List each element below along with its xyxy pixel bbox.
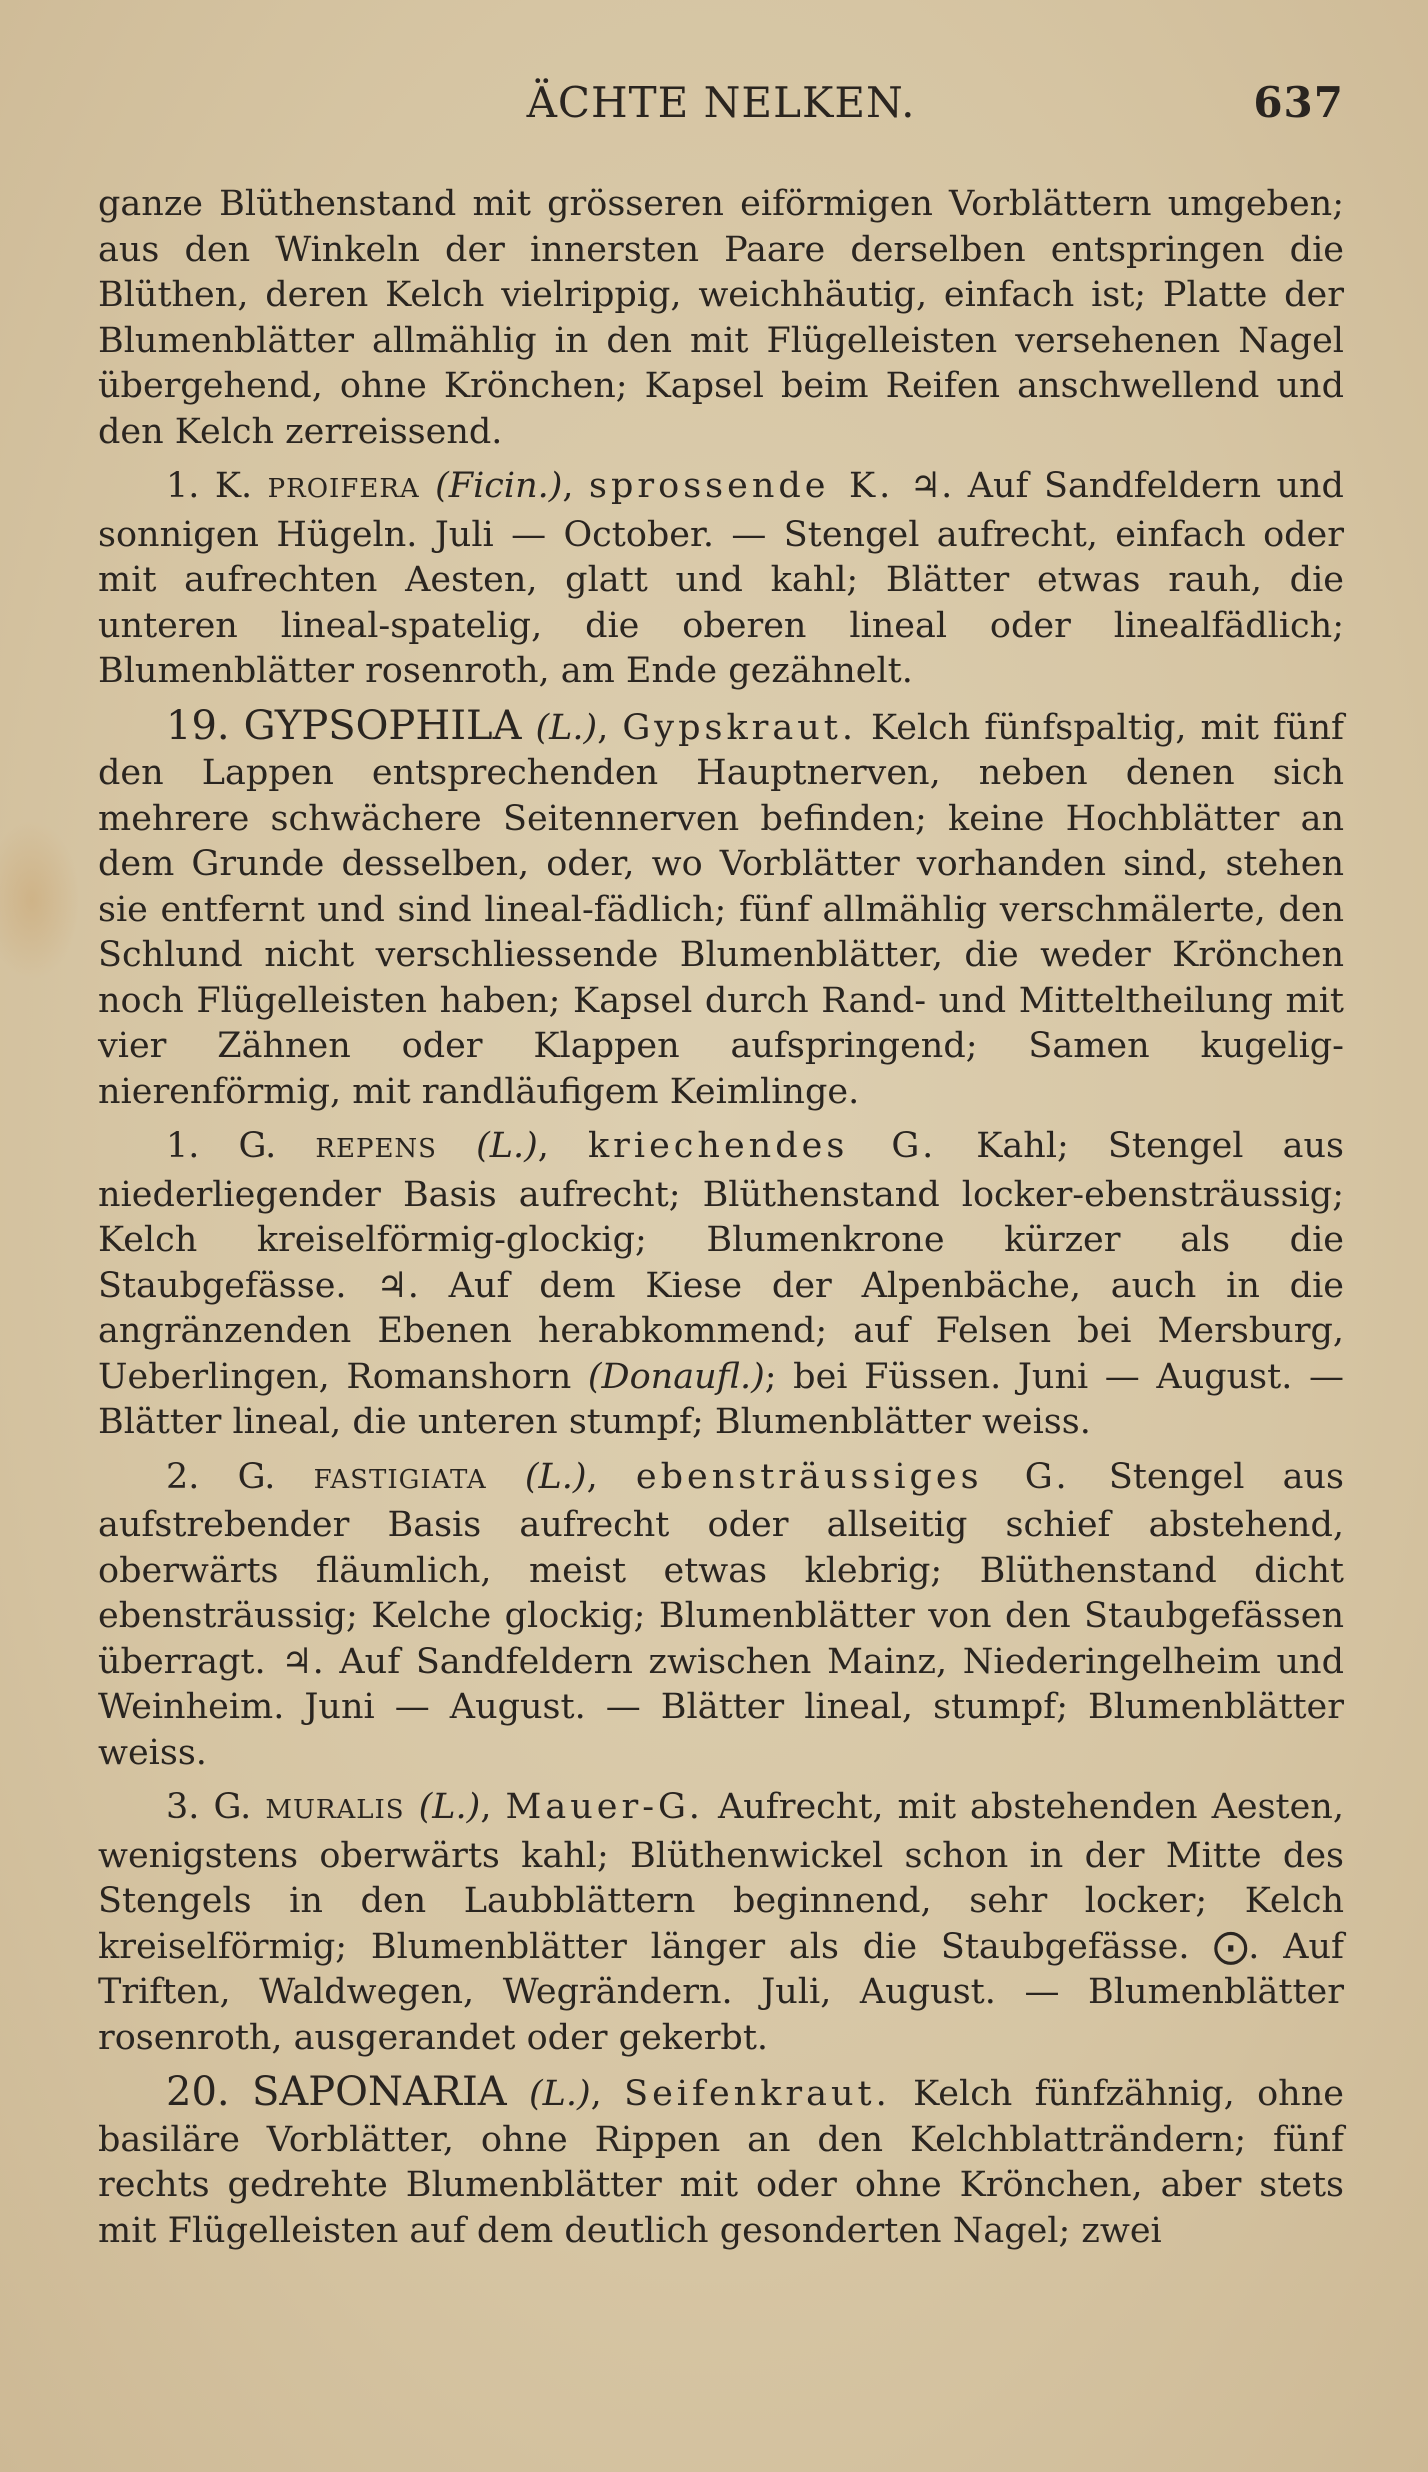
- entry-number: 1. K.: [166, 466, 253, 506]
- species-entry-fastigiata: 2. G. FASTIGIATA (L.), ebensträussiges G. Stengel aus aufstrebender Basis aufrecht oder allseitig schief abstehend, oberwärts fläumlich, meist etwas klebrig; Blüthenstand dicht ebensträussig; Kelche glockig; Blumenblätter von den Staubgefässen überragt. ♃. Auf Sandfeldern zwischen Mainz, Niederingelheim und Weinheim. Juni — August. — Blätter lineal, stumpf; Blumenblätter weiss.: [98, 1456, 1344, 1773]
- text-body: [98, 182, 1344, 2254]
- entry-text: Kahl; Stengel aus niederliegender Basis aufrecht; Blüthenstand locker-ebensträussig; Kelch kreiselförmig-glockig; Blumenkrone kürzer als die Staubgefässe. ♃. Auf dem Kiese der Alpenbäche, auch in die angränzenden Ebenen herabkommend; auf Felsen bei Mersburg, Ueberlingen, Romanshorn: [98, 1126, 1344, 1397]
- entry-text: Kelch fünfzähnig, ohne basiläre Vorblätter, ohne Rippen an den Kelchblatträndern; fünf rechts gedrehte Blumenblätter mit oder ohne Krönchen, aber stets mit Flügelleisten auf dem deutlich gesonderten Nagel; zwei: [98, 2074, 1344, 2251]
- entry-text: Aufrecht, mit abstehenden Aesten, wenigstens oberwärts kahl; Blüthenwickel schon in der Mitte des Stengels in den Laubblättern beginnend, sehr locker; Kelch kreiselförmig; Blumenblätter länger als die Staubgefässe. ⨀. Auf Triften, Waldwegen, Wegrändern. Juli, August. — Blumenblätter rosenroth, ausgerandet oder gekerbt.: [98, 1787, 1344, 2058]
- entry-text: Kelch fünfspaltig, mit fünf den Lappen entsprechenden Hauptnerven, neben denen sich mehrere schwächere Seitennerven befinden; keine Hochblätter an dem Grunde desselben, oder, wo Vorblätter vorhanden sind, stehen sie entfernt und sind lineal-fädlich; fünf allmählig verschmälerte, den Schlund nicht verschliessende Blumenblätter, die weder Krönchen noch Flügelleisten haben; Kapsel durch Rand- und Mitteltheilung mit vier Zähnen oder Klappen aufspringend; Samen kugelig-nierenförmig, mit randläufigem Keimlinge.: [98, 707, 1344, 1112]
- species-name: PROIFERA: [267, 474, 420, 504]
- running-title: ÄCHTE NELKEN.: [526, 78, 916, 127]
- species-entry-repens: 1. G. REPENS (L.), kriechendes G. Kahl; Stengel aus niederliegender Basis aufrecht; Blüthenstand locker-ebensträussig; Kelch kreiselförmig-glockig; Blumenkrone kürzer als die Staubgefässe. ♃. Auf dem Kiese der Alpenbäche, auch in die angränzenden Ebenen herabkommend; auf Felsen bei Mersburg, Ueberlingen, Romanshorn (Donaufl.); bei Füssen. Juni — August. — Blätter lineal, die unteren stumpf; Blumenblätter weiss.: [98, 1126, 1344, 1442]
- species-name: REPENS: [315, 1134, 437, 1164]
- author-citation: (L.): [418, 1787, 481, 1827]
- entry-number: 3. G.: [166, 1787, 252, 1827]
- entry-text: ♃. Auf Sandfeldern und sonnigen Hügeln. Juli — October. — Stengel aufrecht, einfach oder mit aufrechten Aesten, glatt und kahl; Blätter etwas rauh, die unteren lineal-spatelig, die oberen lineal oder linealfädlich; Blumenblätter rosenroth, am Ende gezähnelt.: [98, 466, 1344, 691]
- entry-number: 1. G.: [166, 1126, 277, 1166]
- genus-name: GYPSOPHILA: [243, 702, 522, 749]
- species-name: FASTIGIATA: [313, 1464, 487, 1495]
- species-name: MURALIS: [265, 1795, 405, 1825]
- author-citation: (L.): [524, 1456, 587, 1497]
- author-citation: (L.): [535, 707, 598, 748]
- genus-name: SAPONARIA: [251, 2069, 507, 2115]
- entry-text-continued: ; bei Füssen. Juni — August. — Blätter lineal, die unteren stumpf; Blumenblätter weiss.: [98, 1356, 1344, 1442]
- common-name: ebensträussiges G.: [635, 1456, 1071, 1497]
- common-name: Mauer-G.: [505, 1787, 704, 1827]
- author-citation: (L.): [528, 2074, 591, 2114]
- author-citation: (L.): [476, 1126, 538, 1166]
- paragraph-text: ganze Blüthenstand mit grösseren eiförmigen Vorblättern umgeben; aus den Winkeln der innersten Paare derselben entspringen die Blüthen, deren Kelch vielrippig, weichhäutig, einfach ist; Platte der Blumenblätter allmählig in den mit Flügelleisten versehenen Nagel übergehend, ohne Krönchen; Kapsel beim Reifen anschwellend und den Kelch zerreissend.: [98, 184, 1344, 452]
- species-entry-proifera: 1. K. PROIFERA (Ficin.), sprossende K. ♃. Auf Sandfeldern und sonnigen Hügeln. Juli — October. — Stengel aufrecht, einfach oder mit aufrechten Aesten, glatt und kahl; Blätter etwas rauh, die unteren lineal-spatelig, die oberen lineal oder linealfädlich; Blumenblätter rosenroth, am Ende gezähnelt.: [98, 466, 1344, 691]
- genus-entry-saponaria: 20. SAPONARIA (L.), Seifenkraut. Kelch fünfzähnig, ohne basiläre Vorblätter, ohne Rippen an den Kelchblatträndern; fünf rechts gedrehte Blumenblätter mit oder ohne Krönchen, aber stets mit Flügelleisten auf dem deutlich gesonderten Nagel; zwei: [98, 2069, 1344, 2251]
- entry-text: Stengel aus aufstrebender Basis aufrecht oder allseitig schief abstehend, oberwärts fläumlich, meist etwas klebrig; Blüthenstand dicht ebensträussig; Kelche glockig; Blumenblätter von den Staubgefässen überragt. ♃. Auf Sandfeldern zwischen Mainz, Niederingelheim und Weinheim. Juni — August. — Blätter lineal, stumpf; Blumenblätter weiss.: [98, 1456, 1344, 1773]
- page: [98, 78, 1344, 2263]
- source-reference: (Donaufl.): [587, 1356, 765, 1397]
- page-number: 637: [1253, 78, 1344, 127]
- common-name: Gypskraut.: [622, 707, 857, 748]
- common-name: kriechendes G.: [587, 1126, 938, 1166]
- species-entry-muralis: 3. G. MURALIS (L.), Mauer-G. Aufrecht, mit abstehenden Aesten, wenigstens oberwärts kahl; Blüthenwickel schon in der Mitte des Stengels in den Laubblättern beginnend, sehr locker; Kelch kreiselförmig; Blumenblätter länger als die Staubgefässe. ⨀. Auf Triften, Waldwegen, Wegrändern. Juli, August. — Blumenblätter rosenroth, ausgerandet oder gekerbt.: [98, 1787, 1344, 2058]
- genus-number: 19.: [166, 702, 230, 749]
- genus-number: 20.: [166, 2069, 230, 2115]
- running-header: [98, 78, 1344, 138]
- genus-entry-gypsophila: 19. GYPSOPHILA (L.), Gypskraut. Kelch fünfspaltig, mit fünf den Lappen entsprechenden Hauptnerven, neben denen sich mehrere schwächere Seitennerven befinden; keine Hochblätter an dem Grunde desselben, oder, wo Vorblätter vorhanden sind, stehen sie entfernt und sind lineal-fädlich; fünf allmählig verschmälerte, den Schlund nicht verschliessende Blumenblätter, die weder Krönchen noch Flügelleisten haben; Kapsel durch Rand- und Mitteltheilung mit vier Zähnen oder Klappen aufspringend; Samen kugelig-nierenförmig, mit randläufigem Keimlinge.: [98, 702, 1344, 1112]
- paper-stain: [0, 820, 80, 980]
- paragraph-continuation: [98, 182, 1344, 455]
- common-name: sprossende K.: [589, 466, 895, 506]
- common-name: Seifenkraut.: [624, 2074, 891, 2114]
- author-citation: (Ficin.): [435, 466, 563, 506]
- entry-number: 2. G.: [166, 1456, 276, 1497]
